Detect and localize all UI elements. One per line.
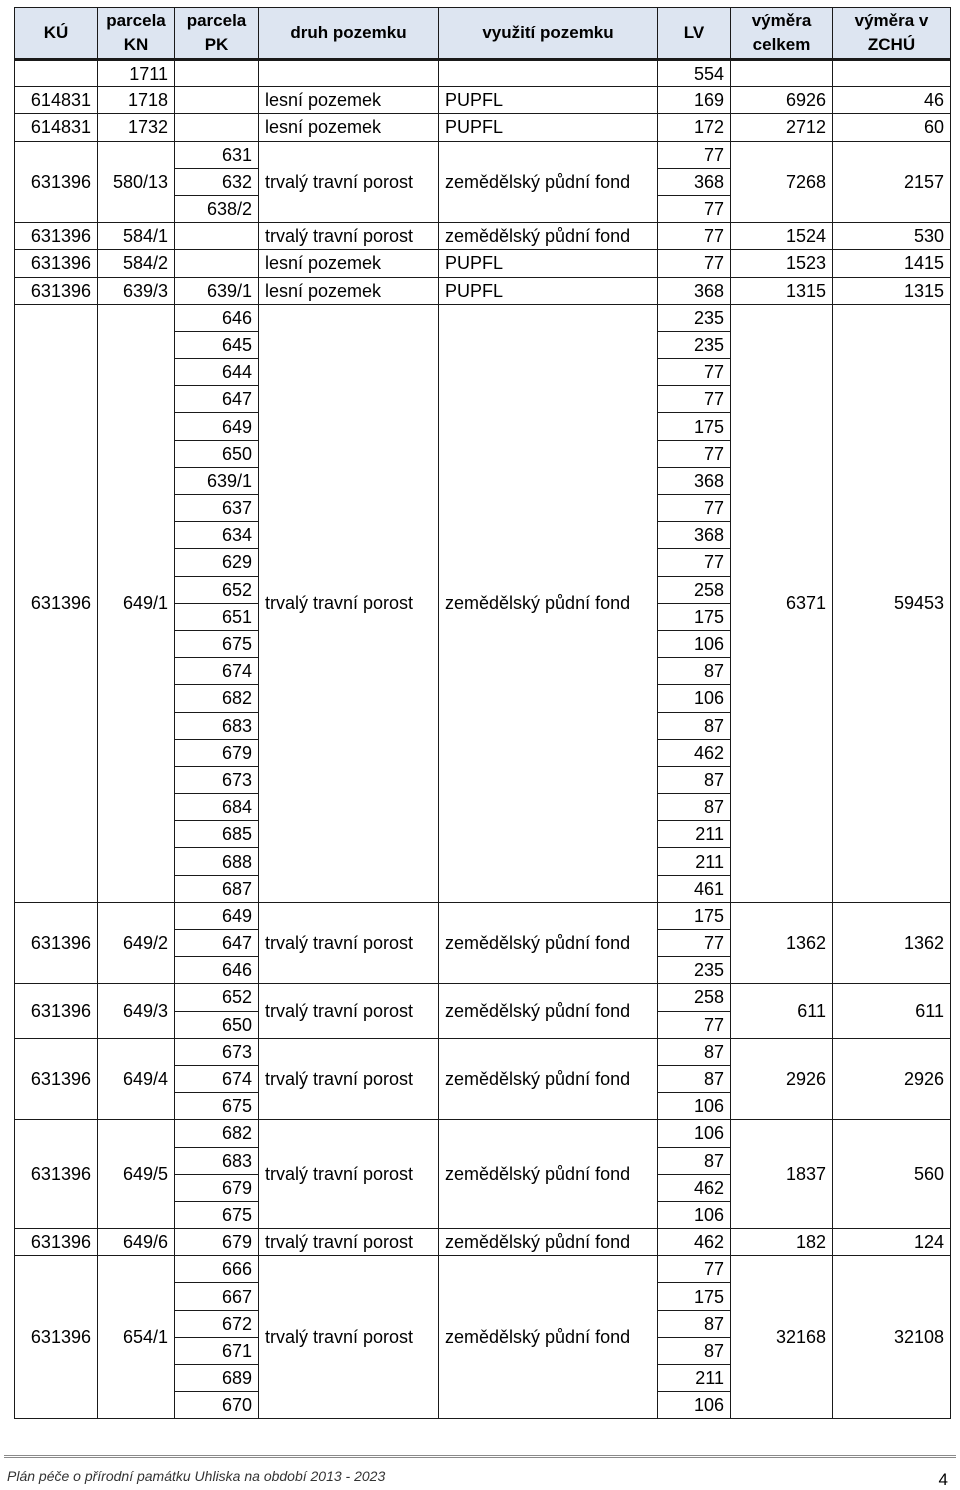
cell-vymera-celkem: 1315 — [731, 277, 833, 304]
cell-lv: 368 — [658, 168, 731, 195]
cell-lv: 211 — [658, 1365, 731, 1392]
cell-lv: 77 — [658, 1011, 731, 1038]
cell-lv: 77 — [658, 440, 731, 467]
table-row — [15, 1038, 951, 1065]
cell-vyuziti-pozemku: PUPFL — [439, 250, 658, 277]
cell-lv: 461 — [658, 875, 731, 902]
cell-parcela-pk: 650 — [175, 440, 259, 467]
cell-parcela-pk — [175, 114, 259, 141]
table-row — [15, 87, 951, 114]
cell-parcela-kn: 1732 — [98, 114, 175, 141]
cell-ku: 631396 — [15, 984, 98, 1038]
cell-parcela-pk: 646 — [175, 957, 259, 984]
cell-parcela-pk: 684 — [175, 794, 259, 821]
cell-parcela-pk: 631 — [175, 141, 259, 168]
header-vymera-celkem: výměra celkem — [731, 8, 833, 60]
cell-lv: 106 — [658, 1392, 731, 1419]
cell-vymera-celkem: 6926 — [731, 87, 833, 114]
cell-parcela-pk: 647 — [175, 386, 259, 413]
cell-druh-pozemku: trvalý travní porost — [259, 304, 439, 902]
cell-lv: 77 — [658, 250, 731, 277]
cell-lv: 77 — [658, 195, 731, 222]
cell-vyuziti-pozemku: PUPFL — [439, 87, 658, 114]
cell-parcela-pk: 673 — [175, 1038, 259, 1065]
cell-lv: 87 — [658, 1065, 731, 1092]
cell-ku: 631396 — [15, 223, 98, 250]
cell-parcela-pk: 645 — [175, 331, 259, 358]
cell-druh-pozemku: lesní pozemek — [259, 277, 439, 304]
table-row — [15, 1256, 951, 1283]
cell-lv: 77 — [658, 359, 731, 386]
cell-parcela-pk: 652 — [175, 984, 259, 1011]
cell-parcela-pk — [175, 60, 259, 87]
cell-parcela-pk: 670 — [175, 1392, 259, 1419]
cell-vymera-celkem: 1837 — [731, 1120, 833, 1229]
cell-parcela-pk: 673 — [175, 766, 259, 793]
cell-lv: 235 — [658, 331, 731, 358]
cell-druh-pozemku: trvalý travní porost — [259, 902, 439, 984]
cell-vyuziti-pozemku: zemědělský půdní fond — [439, 1038, 658, 1120]
cell-lv: 77 — [658, 495, 731, 522]
cell-vymera-celkem: 32168 — [731, 1256, 833, 1419]
cell-parcela-pk: 687 — [175, 875, 259, 902]
table-row — [15, 114, 951, 141]
cell-parcela-pk: 683 — [175, 1147, 259, 1174]
cell-parcela-pk: 638/2 — [175, 195, 259, 222]
cell-druh-pozemku: trvalý travní porost — [259, 1038, 439, 1120]
footer-text: Plán péče o přírodní památku Uhliska na období 2013 - 2023 — [7, 1468, 386, 1484]
cell-lv: 554 — [658, 60, 731, 87]
cell-lv: 106 — [658, 630, 731, 657]
cell-lv: 106 — [658, 1120, 731, 1147]
cell-parcela-pk: 651 — [175, 603, 259, 630]
cell-druh-pozemku: trvalý travní porost — [259, 223, 439, 250]
header-ku: KÚ — [15, 8, 98, 60]
cell-vymera-zchu: 1415 — [833, 250, 951, 277]
cell-druh-pozemku: lesní pozemek — [259, 250, 439, 277]
cell-lv: 106 — [658, 1201, 731, 1228]
table-row — [15, 902, 951, 929]
cell-druh-pozemku: lesní pozemek — [259, 87, 439, 114]
cell-parcela-pk: 671 — [175, 1337, 259, 1364]
cell-parcela-kn: 649/2 — [98, 902, 175, 984]
cell-druh-pozemku: lesní pozemek — [259, 114, 439, 141]
header-druh-pozemku: druh pozemku — [259, 8, 439, 60]
header-parcela-pk: parcela PK — [175, 8, 259, 60]
cell-vyuziti-pozemku: PUPFL — [439, 114, 658, 141]
cell-lv: 368 — [658, 467, 731, 494]
cell-vymera-celkem: 6371 — [731, 304, 833, 902]
cell-lv: 462 — [658, 1229, 731, 1256]
cell-lv: 77 — [658, 386, 731, 413]
cell-vyuziti-pozemku: zemědělský půdní fond — [439, 1120, 658, 1229]
cell-lv: 368 — [658, 522, 731, 549]
cell-lv: 235 — [658, 957, 731, 984]
cell-parcela-pk: 649 — [175, 902, 259, 929]
cell-lv: 87 — [658, 1337, 731, 1364]
cell-parcela-pk: 682 — [175, 685, 259, 712]
table-row — [15, 304, 951, 331]
cell-parcela-pk: 688 — [175, 848, 259, 875]
cell-vyuziti-pozemku: PUPFL — [439, 277, 658, 304]
cell-vymera-celkem: 611 — [731, 984, 833, 1038]
header-parcela-kn: parcela KN — [98, 8, 175, 60]
cell-vymera-zchu: 46 — [833, 87, 951, 114]
cell-ku: 631396 — [15, 1229, 98, 1256]
cell-vymera-zchu: 59453 — [833, 304, 951, 902]
cell-parcela-pk: 637 — [175, 495, 259, 522]
cell-parcela-pk: 675 — [175, 630, 259, 657]
cell-parcela-pk: 675 — [175, 1201, 259, 1228]
cell-vyuziti-pozemku: zemědělský půdní fond — [439, 141, 658, 223]
cell-vymera-zchu: 2157 — [833, 141, 951, 223]
cell-parcela-pk: 647 — [175, 930, 259, 957]
cell-vymera-celkem: 1362 — [731, 902, 833, 984]
cell-parcela-kn: 639/3 — [98, 277, 175, 304]
cell-lv: 106 — [658, 1093, 731, 1120]
cell-lv: 175 — [658, 603, 731, 630]
cell-vymera-zchu: 560 — [833, 1120, 951, 1229]
cell-ku: 631396 — [15, 304, 98, 902]
cell-parcela-kn: 649/6 — [98, 1229, 175, 1256]
cell-lv: 462 — [658, 1174, 731, 1201]
cell-lv: 87 — [658, 1310, 731, 1337]
cell-lv: 175 — [658, 413, 731, 440]
cell-druh-pozemku: trvalý travní porost — [259, 1229, 439, 1256]
cell-lv: 172 — [658, 114, 731, 141]
table-row — [15, 1229, 951, 1256]
cell-parcela-pk: 639/1 — [175, 467, 259, 494]
cell-parcela-pk: 644 — [175, 359, 259, 386]
cell-parcela-pk: 666 — [175, 1256, 259, 1283]
cell-parcela-kn: 584/2 — [98, 250, 175, 277]
cell-vymera-celkem — [731, 60, 833, 87]
cell-vyuziti-pozemku — [439, 60, 658, 87]
cell-parcela-kn: 649/3 — [98, 984, 175, 1038]
cell-lv: 235 — [658, 304, 731, 331]
cell-vyuziti-pozemku: zemědělský půdní fond — [439, 1229, 658, 1256]
cell-ku: 614831 — [15, 114, 98, 141]
cell-lv: 87 — [658, 658, 731, 685]
cell-parcela-pk — [175, 250, 259, 277]
cell-lv: 258 — [658, 984, 731, 1011]
cell-druh-pozemku: trvalý travní porost — [259, 984, 439, 1038]
cell-parcela-pk: 685 — [175, 821, 259, 848]
cell-parcela-pk: 679 — [175, 1229, 259, 1256]
cell-druh-pozemku: trvalý travní porost — [259, 1120, 439, 1229]
header-row — [15, 8, 951, 60]
cell-vyuziti-pozemku: zemědělský půdní fond — [439, 984, 658, 1038]
cell-lv: 77 — [658, 141, 731, 168]
cell-vymera-celkem: 2926 — [731, 1038, 833, 1120]
cell-druh-pozemku: trvalý travní porost — [259, 141, 439, 223]
cell-parcela-pk — [175, 87, 259, 114]
cell-lv: 77 — [658, 223, 731, 250]
cell-vymera-zchu: 611 — [833, 984, 951, 1038]
cell-parcela-kn: 580/13 — [98, 141, 175, 223]
cell-ku — [15, 60, 98, 87]
cell-parcela-kn: 1718 — [98, 87, 175, 114]
cell-parcela-pk: 646 — [175, 304, 259, 331]
cell-ku: 631396 — [15, 141, 98, 223]
cell-parcela-pk: 632 — [175, 168, 259, 195]
cell-lv: 87 — [658, 766, 731, 793]
table-row — [15, 277, 951, 304]
cell-lv: 368 — [658, 277, 731, 304]
cell-parcela-kn: 649/1 — [98, 304, 175, 902]
cell-lv: 211 — [658, 821, 731, 848]
cell-parcela-kn: 649/4 — [98, 1038, 175, 1120]
cell-lv: 258 — [658, 576, 731, 603]
cell-lv: 87 — [658, 712, 731, 739]
cell-lv: 87 — [658, 1147, 731, 1174]
table-body — [15, 60, 951, 1419]
cell-ku: 631396 — [15, 1120, 98, 1229]
header-vyuziti-pozemku: využití pozemku — [439, 8, 658, 60]
table-row — [15, 141, 951, 168]
table-row — [15, 60, 951, 87]
cell-ku: 614831 — [15, 87, 98, 114]
cell-parcela-pk: 639/1 — [175, 277, 259, 304]
cell-lv: 106 — [658, 685, 731, 712]
cell-parcela-kn: 654/1 — [98, 1256, 175, 1419]
cell-parcela-pk: 629 — [175, 549, 259, 576]
cell-parcela-pk — [175, 223, 259, 250]
cell-parcela-pk: 675 — [175, 1093, 259, 1120]
cell-vyuziti-pozemku: zemědělský půdní fond — [439, 223, 658, 250]
cell-lv: 77 — [658, 930, 731, 957]
cell-ku: 631396 — [15, 250, 98, 277]
cell-lv: 211 — [658, 848, 731, 875]
cell-lv: 175 — [658, 1283, 731, 1310]
cell-ku: 631396 — [15, 277, 98, 304]
cell-parcela-pk: 689 — [175, 1365, 259, 1392]
cell-ku: 631396 — [15, 902, 98, 984]
cell-parcela-pk: 649 — [175, 413, 259, 440]
cell-vymera-zchu: 124 — [833, 1229, 951, 1256]
cell-parcela-kn: 584/1 — [98, 223, 175, 250]
cell-vymera-celkem: 2712 — [731, 114, 833, 141]
header-lv: LV — [658, 8, 731, 60]
cell-vymera-celkem: 1524 — [731, 223, 833, 250]
cell-lv: 77 — [658, 1256, 731, 1283]
header-vymera-zchu: výměra v ZCHÚ — [833, 8, 951, 60]
cell-vymera-zchu — [833, 60, 951, 87]
footer-divider — [4, 1455, 956, 1458]
cell-lv: 175 — [658, 902, 731, 929]
page-number: 4 — [938, 1470, 948, 1489]
cell-vymera-zchu: 32108 — [833, 1256, 951, 1419]
cell-lv: 169 — [658, 87, 731, 114]
cell-lv: 462 — [658, 739, 731, 766]
cell-parcela-pk: 667 — [175, 1283, 259, 1310]
table-row — [15, 1120, 951, 1147]
cell-druh-pozemku: trvalý travní porost — [259, 1256, 439, 1419]
cell-vyuziti-pozemku: zemědělský půdní fond — [439, 304, 658, 902]
cell-ku: 631396 — [15, 1038, 98, 1120]
cell-lv: 87 — [658, 794, 731, 821]
cell-parcela-pk: 650 — [175, 1011, 259, 1038]
table-row — [15, 984, 951, 1011]
cell-vymera-celkem: 182 — [731, 1229, 833, 1256]
cell-vymera-zchu: 2926 — [833, 1038, 951, 1120]
cell-vyuziti-pozemku: zemědělský půdní fond — [439, 902, 658, 984]
cell-parcela-pk: 674 — [175, 1065, 259, 1092]
cell-ku: 631396 — [15, 1256, 98, 1419]
cell-parcela-pk: 672 — [175, 1310, 259, 1337]
cell-lv: 77 — [658, 549, 731, 576]
cell-parcela-pk: 674 — [175, 658, 259, 685]
cell-parcela-kn: 1711 — [98, 60, 175, 87]
cell-vymera-zchu: 1362 — [833, 902, 951, 984]
cell-parcela-kn: 649/5 — [98, 1120, 175, 1229]
table-row — [15, 223, 951, 250]
table-row — [15, 250, 951, 277]
cell-vyuziti-pozemku: zemědělský půdní fond — [439, 1256, 658, 1419]
cell-parcela-pk: 634 — [175, 522, 259, 549]
cell-parcela-pk: 683 — [175, 712, 259, 739]
cell-lv: 87 — [658, 1038, 731, 1065]
cell-parcela-pk: 679 — [175, 739, 259, 766]
parcel-table — [14, 7, 951, 1419]
cell-vymera-celkem: 1523 — [731, 250, 833, 277]
cell-vymera-zchu: 530 — [833, 223, 951, 250]
cell-parcela-pk: 679 — [175, 1174, 259, 1201]
cell-parcela-pk: 652 — [175, 576, 259, 603]
cell-vymera-zchu: 1315 — [833, 277, 951, 304]
cell-vymera-zchu: 60 — [833, 114, 951, 141]
cell-vymera-celkem: 7268 — [731, 141, 833, 223]
cell-parcela-pk: 682 — [175, 1120, 259, 1147]
cell-druh-pozemku — [259, 60, 439, 87]
